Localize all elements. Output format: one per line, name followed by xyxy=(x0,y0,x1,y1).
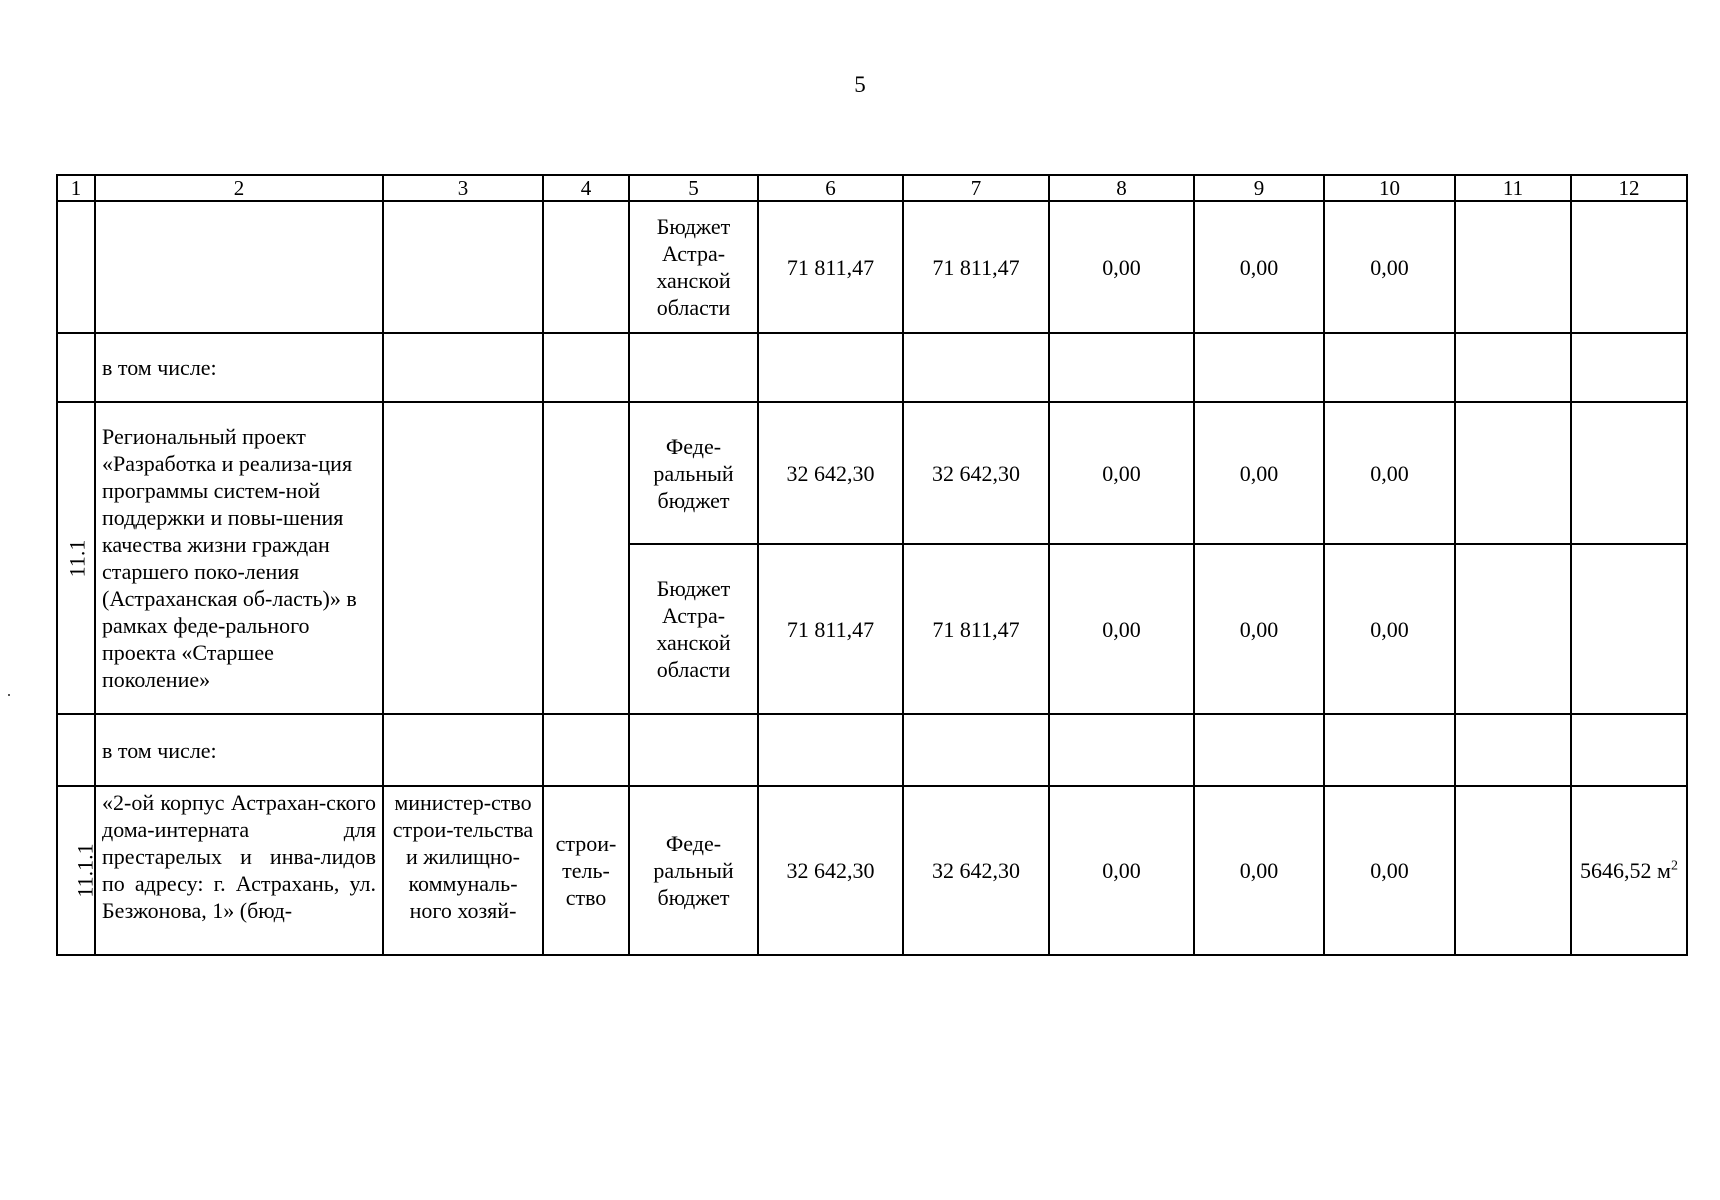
scan-speck xyxy=(8,694,10,696)
amount-cell: 0,00 xyxy=(1324,201,1455,333)
amount-cell: 0,00 xyxy=(1324,402,1455,544)
amount-cell: 71 811,47 xyxy=(758,201,903,333)
executor-name: министер-ство строи-тельства и жилищно-коммуналь-ного хозяй- xyxy=(383,786,543,955)
funding-source: Бюджет Астра-ханской области xyxy=(629,544,758,714)
amount-cell: 71 811,47 xyxy=(903,544,1049,714)
column-number: 10 xyxy=(1324,175,1455,201)
item-number: 11.1 xyxy=(64,539,90,577)
column-number: 9 xyxy=(1194,175,1324,201)
capacity-cell xyxy=(1571,786,1687,955)
item-number: 11.1.1 xyxy=(72,843,98,898)
amount-cell: 71 811,47 xyxy=(903,201,1049,333)
amount-cell: 0,00 xyxy=(1194,201,1324,333)
funding-source: Бюджет Астра-ханской области xyxy=(629,201,758,333)
table-row xyxy=(57,333,1687,402)
funding-source: Феде-ральный бюджет xyxy=(629,402,758,544)
amount-cell: 32 642,30 xyxy=(758,786,903,955)
project-name: Региональный проект «Разработка и реализа-ция программы систем-ной поддержки и повы-шения качества жизни граждан старшего поко-ления (Астраханская об-ласть)» в рамках феде-рального проекта «Старшее поколение» xyxy=(95,402,383,714)
funding-source: Феде-ральный бюджет xyxy=(629,786,758,955)
column-number: 7 xyxy=(903,175,1049,201)
column-number: 2 xyxy=(95,175,383,201)
amount-cell: 0,00 xyxy=(1194,786,1324,955)
table-row xyxy=(57,714,1687,786)
column-number: 6 xyxy=(758,175,903,201)
including-label: в том числе: xyxy=(95,714,383,786)
amount-cell: 0,00 xyxy=(1194,544,1324,714)
capacity-value: 5646,52 м xyxy=(1580,858,1671,883)
amount-cell: 32 642,30 xyxy=(903,402,1049,544)
column-number-row xyxy=(57,175,1687,201)
column-number: 1 xyxy=(57,175,95,201)
including-label: в том числе: xyxy=(95,333,383,402)
column-number: 5 xyxy=(629,175,758,201)
object-name: «2-ой корпус Астрахан-ского дома-интерната для престарелых и инва-лидов по адресу: г. Астрахань, ул. Безжонова, 1» (бюд- xyxy=(95,786,383,955)
column-number: 3 xyxy=(383,175,543,201)
amount-cell: 0,00 xyxy=(1049,544,1194,714)
work-type: строи-тель-ство xyxy=(543,786,629,955)
amount-cell: 0,00 xyxy=(1324,544,1455,714)
table-row xyxy=(57,201,1687,333)
column-number: 11 xyxy=(1455,175,1571,201)
column-number: 8 xyxy=(1049,175,1194,201)
budget-table xyxy=(56,174,1688,956)
amount-cell: 0,00 xyxy=(1049,402,1194,544)
amount-cell: 0,00 xyxy=(1194,402,1324,544)
table-row xyxy=(57,402,1687,544)
amount-cell: 0,00 xyxy=(1324,786,1455,955)
page-number: 5 xyxy=(854,72,866,97)
column-number: 12 xyxy=(1571,175,1687,201)
amount-cell: 0,00 xyxy=(1049,201,1194,333)
amount-cell: 71 811,47 xyxy=(758,544,903,714)
capacity-unit-exponent: 2 xyxy=(1670,858,1678,874)
amount-cell: 32 642,30 xyxy=(903,786,1049,955)
table-row xyxy=(57,786,1687,955)
amount-cell: 32 642,30 xyxy=(758,402,903,544)
amount-cell: 0,00 xyxy=(1049,786,1194,955)
column-number: 4 xyxy=(543,175,629,201)
